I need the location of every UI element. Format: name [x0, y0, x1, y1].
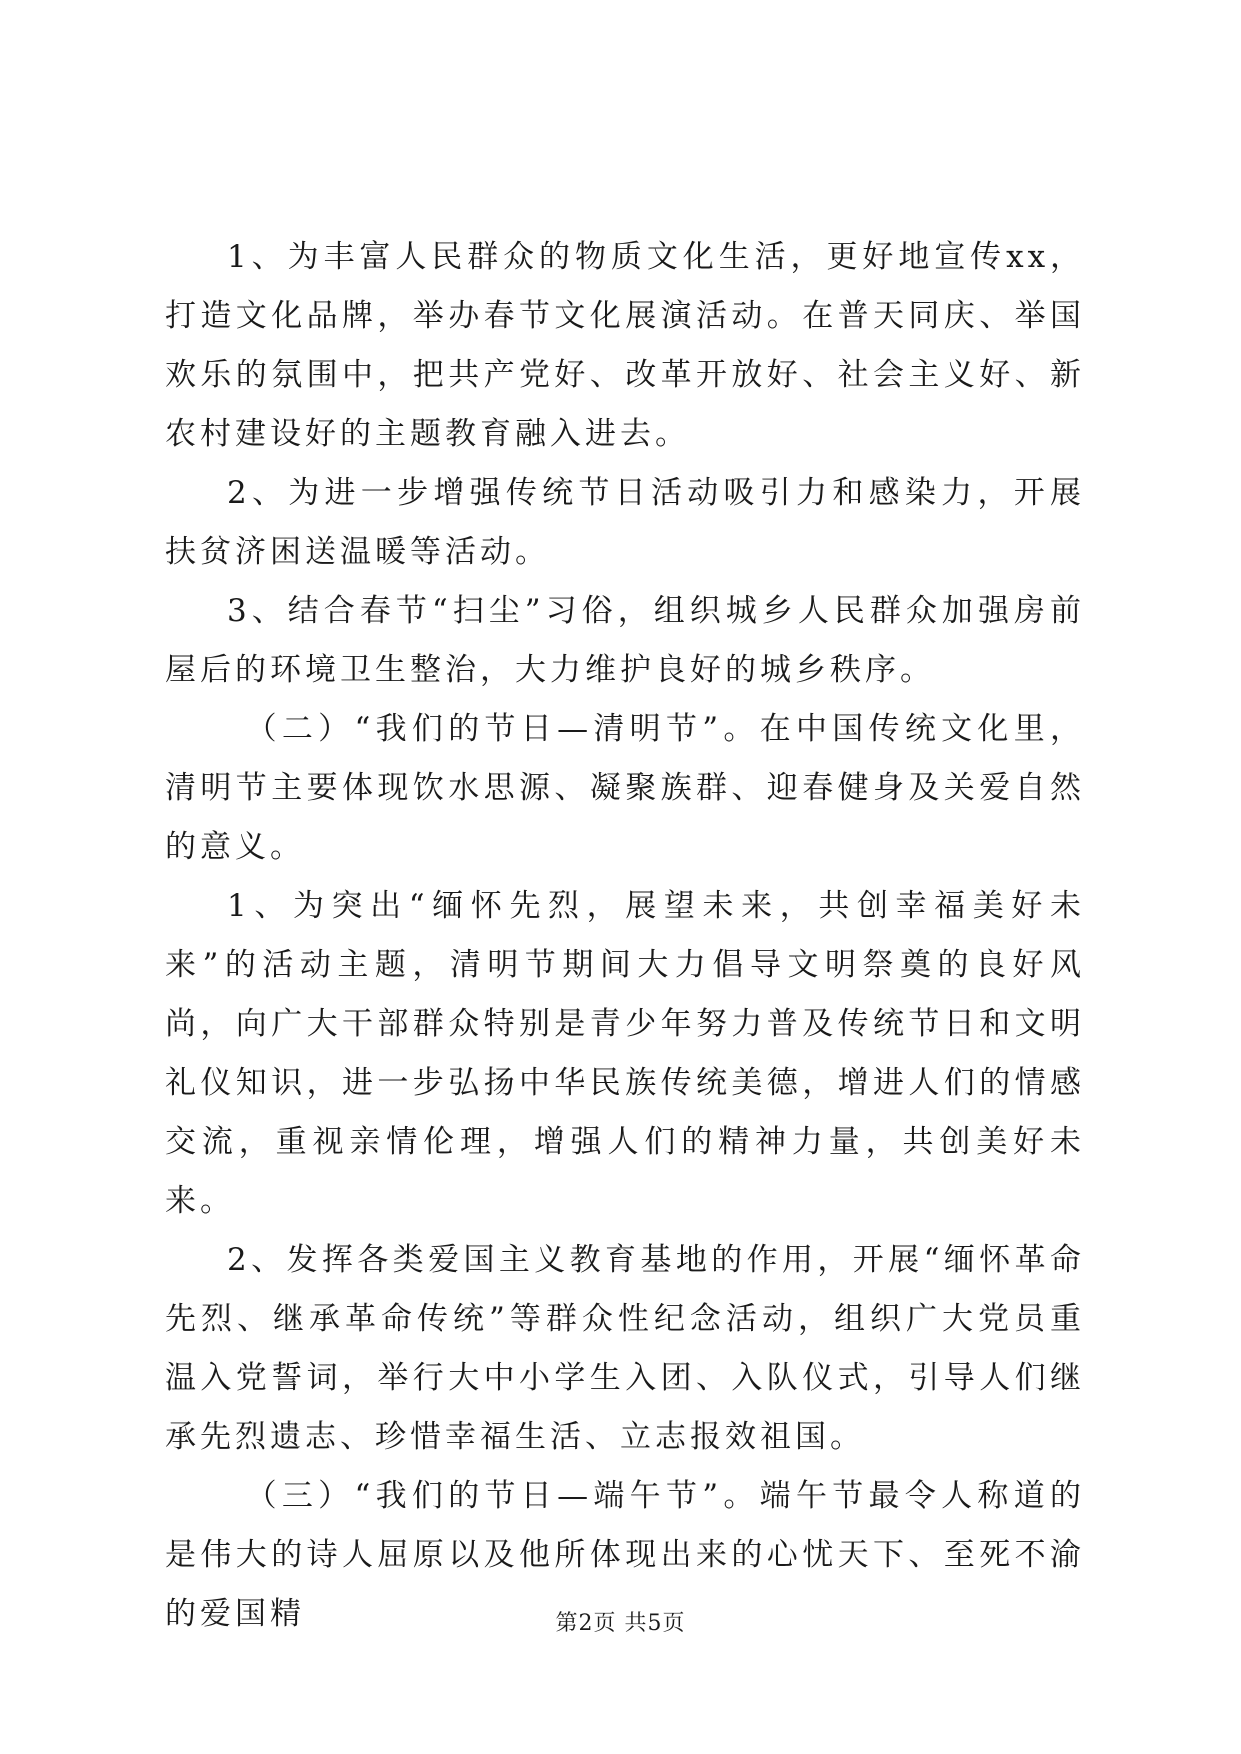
paragraph-qingming-item-2: 2、发挥各类爱国主义教育基地的作用，开展“缅怀革命先烈、继承革命传统”等群众性纪念活动，组织广大党员重温入党誓词，举行大中小学生入团、入队仪式，引导人们继承先烈遗志、珍惜幸福生活、立志报效祖国。: [165, 1242, 1085, 1455]
paragraph-spring-festival-item-2: 2、为进一步增强传统节日活动吸引力和感染力，开展扶贫济困送温暖等活动。: [165, 475, 1085, 570]
paragraph-dragon-boat-heading: （三）“我们的节日—端午节”。端午节最令人称道的是伟大的诗人屈原以及他所体现出来的心忧天下、至死不渝的爱国精: [165, 1478, 1085, 1632]
page-number-footer: 第2页 共5页: [555, 1611, 686, 1636]
paragraph-spring-festival-item-3: 3、结合春节“扫尘”习俗，组织城乡人民群众加强房前屋后的环境卫生整治，大力维护良好的城乡秩序。: [165, 593, 1085, 688]
paragraph-qingming-heading: （二）“我们的节日—清明节”。在中国传统文化里，清明节主要体现饮水思源、凝聚族群、迎春健身及关爱自然的意义。: [165, 711, 1085, 865]
paragraph-qingming-item-1: 1、为突出“缅怀先烈，展望未来，共创幸福美好未来”的活动主题，清明节期间大力倡导文明祭奠的良好风尚，向广大干部群众特别是青少年努力普及传统节日和文明礼仪知识，进一步弘扬中华民族传统美德，增进人们的情感交流，重视亲情伦理，增强人们的精神力量，共创美好未来。: [165, 888, 1085, 1219]
document-body: [165, 228, 1085, 1644]
paragraph-spring-festival-item-1: 1、为丰富人民群众的物质文化生活，更好地宣传xx，打造文化品牌，举办春节文化展演活动。在普天同庆、举国欢乐的氛围中，把共产党好、改革开放好、社会主义好、新农村建设好的主题教育融入进去。: [165, 239, 1085, 452]
